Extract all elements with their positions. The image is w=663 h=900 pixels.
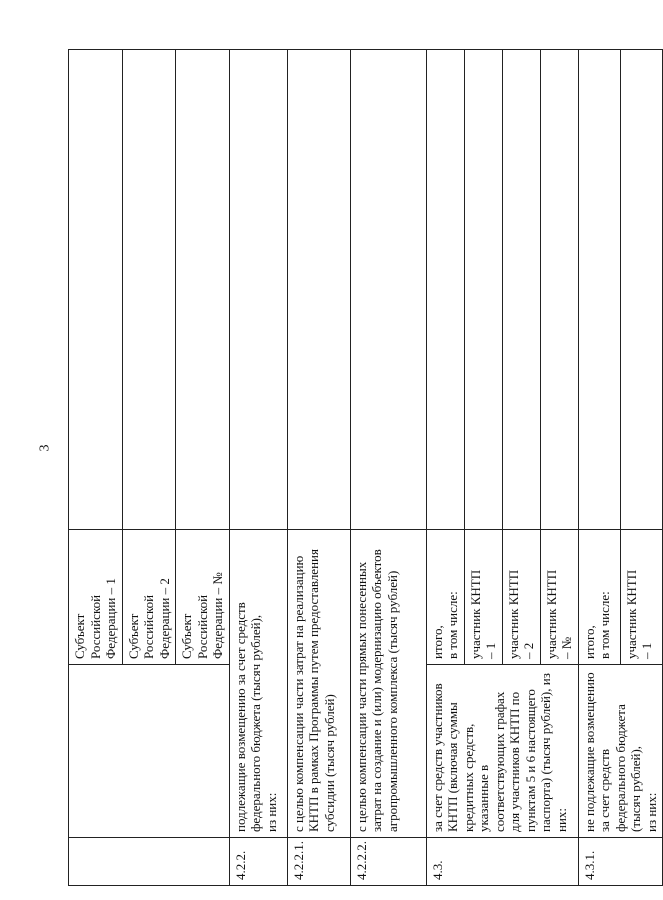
table-row — [578, 50, 620, 886]
table-row — [350, 50, 426, 886]
subcategory-cell: итого, в том числе: — [426, 530, 464, 665]
row-number-cell: 4.2.2. — [229, 838, 287, 886]
row-description-cell — [69, 665, 230, 838]
row-number-cell: 4.2.2.1. — [287, 838, 350, 886]
subcategory-cell: участник КНТП – 2 — [502, 530, 540, 665]
value-cell — [426, 50, 464, 530]
page-number: 3 — [37, 444, 53, 452]
value-cell — [540, 50, 578, 530]
row-description-cell: за счет средств участников КНТП (включая суммы кредитных средств, указанные в соответствующих графах для участников КНТП по пунктам 5 и 6 настоящего паспорта) (тысяч рублей), из них: — [426, 665, 578, 838]
value-cell — [464, 50, 502, 530]
subcategory-cell: итого, в том числе: — [578, 530, 620, 665]
subcategory-cell: Субъект Российской Федерации – № — [176, 530, 230, 665]
subcategory-cell: Субъект Российской Федерации – 2 — [122, 530, 176, 665]
rotated-table-wrapper — [68, 50, 659, 886]
value-cell — [578, 50, 620, 530]
table-row — [287, 50, 350, 886]
subcategory-cell: участник КНТП – 1 — [464, 530, 502, 665]
row-description-cell: с целью компенсации части затрат на реализацию КНТП в рамках Программы путем предоставления субсидии (тысяч рублей) — [287, 530, 350, 838]
value-cell — [502, 50, 540, 530]
value-cell — [620, 50, 662, 530]
value-cell — [176, 50, 230, 530]
row-number-cell — [69, 838, 230, 886]
table-row — [69, 50, 123, 886]
row-description-cell: подлежащие возмещению за счет средств федерального бюджета (тысяч рублей), из них: — [229, 530, 287, 838]
subcategory-cell: участник КНТП – № — [540, 530, 578, 665]
row-number-cell: 4.3.1. — [578, 838, 663, 886]
row-number-cell: 4.2.2.2. — [350, 838, 426, 886]
subcategory-cell: участник КНТП – 1 — [620, 530, 662, 665]
subcategory-cell: Субъект Российской Федерации – 1 — [69, 530, 123, 665]
value-cell — [122, 50, 176, 530]
table-row — [229, 50, 287, 886]
value-cell — [287, 50, 350, 530]
value-cell — [350, 50, 426, 530]
row-description-cell: не подлежащие возмещению за счет средств федерального бюджета (тысяч рублей), из них: — [578, 665, 663, 838]
row-number-cell: 4.3. — [426, 838, 578, 886]
value-cell — [69, 50, 123, 530]
value-cell — [229, 50, 287, 530]
table-row — [426, 50, 464, 886]
passport-table — [68, 49, 663, 886]
row-description-cell: с целью компенсации части прямых понесенных затрат на создание и (или) модернизацию объектов агропромышленного комплекса (тысяч рублей) — [350, 530, 426, 838]
